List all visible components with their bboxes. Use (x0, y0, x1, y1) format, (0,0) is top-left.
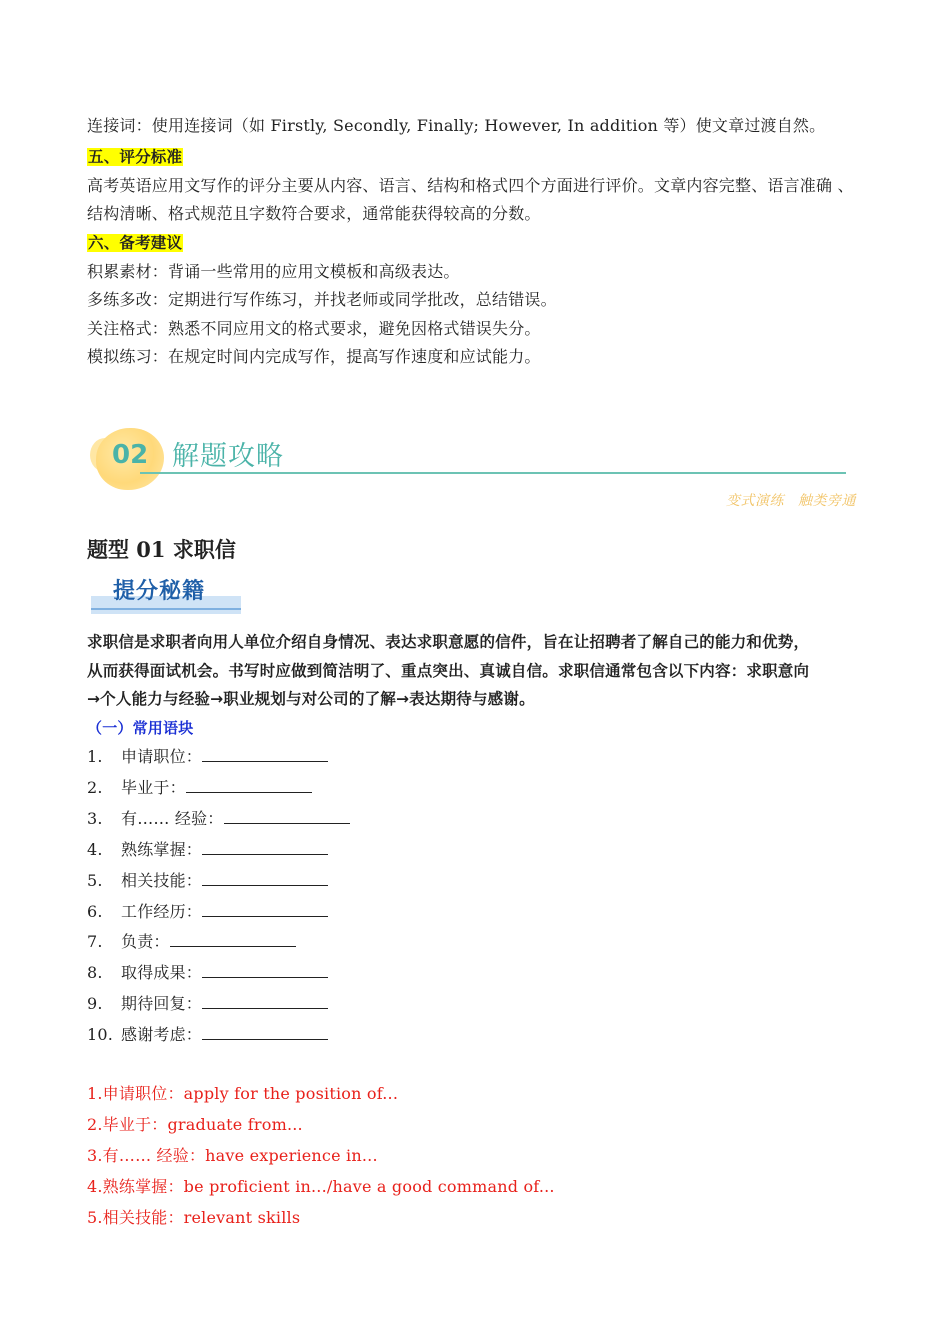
fill-blank[interactable] (202, 871, 328, 886)
blank-item (87, 809, 350, 829)
blank-item (87, 902, 328, 922)
section6-item: 模拟练习：在规定时间内完成写作，提高写作速度和应试能力。 (87, 347, 541, 366)
blank-item (87, 778, 312, 798)
blank-label: 熟练掌握： (121, 840, 203, 859)
section-banner (90, 418, 860, 518)
fill-blank[interactable] (202, 963, 328, 978)
banner-number: 02 (112, 440, 149, 470)
section5-para-line2: 结构清晰、格式规范且字数符合要求，通常能获得较高的分数。 (87, 204, 541, 223)
blank-item (87, 747, 328, 767)
blank-item (87, 1025, 328, 1045)
answer-line: 4.熟练掌握：be proficient in.../have a good command of... (87, 1177, 555, 1196)
section6-heading-text: 六、备考建议 (88, 234, 183, 252)
fill-blank[interactable] (186, 778, 312, 793)
banner-divider (140, 472, 846, 474)
blank-item (87, 871, 328, 891)
blank-label: 负责： (121, 932, 170, 951)
answer-line: 1.申请职位：apply for the position of... (87, 1084, 399, 1103)
blank-number: 7. (87, 932, 103, 951)
fill-blank[interactable] (202, 994, 328, 1009)
blank-number: 6. (87, 902, 103, 921)
blank-number: 4. (87, 840, 103, 859)
blank-label: 期待回复： (121, 994, 203, 1013)
blank-number: 5. (87, 871, 103, 890)
banner-subtitle-2: 触类旁通 (798, 493, 856, 509)
fill-blank[interactable] (202, 840, 328, 855)
answer-line: 3.有…… 经验：have experience in... (87, 1146, 378, 1165)
blank-label: 取得成果： (121, 963, 203, 982)
answer-line: 2.毕业于：graduate from... (87, 1115, 303, 1134)
tag-underline (91, 608, 241, 610)
phrases-subheading: （一）常用语块 (87, 719, 194, 737)
section6-item: 积累素材：背诵一些常用的应用文模板和高级表达。 (87, 262, 460, 281)
desc-line1: 求职信是求职者向用人单位介绍自身情况、表达求职意愿的信件，旨在让招聘者了解自己的能力和优势， (87, 633, 810, 651)
blank-label: 毕业于： (121, 778, 186, 797)
section5-heading-text: 五、评分标准 (88, 148, 183, 166)
blank-number: 9. (87, 994, 103, 1013)
banner-subtitle (712, 490, 856, 510)
blank-label: 工作经历： (121, 902, 203, 921)
blank-item (87, 994, 328, 1014)
section6-item: 多练多改：定期进行写作练习，并找老师或同学批改，总结错误。 (87, 290, 557, 309)
blank-item (87, 932, 296, 952)
desc-line3: →个人能力与经验→职业规划与对公司的了解→表达期待与感谢。 (87, 690, 535, 708)
blank-label: 感谢考虑： (121, 1025, 203, 1044)
fill-blank[interactable] (202, 1025, 328, 1040)
fill-blank[interactable] (224, 809, 350, 824)
blank-label: 申请职位： (121, 747, 203, 766)
banner-subtitle-1: 变式演练 (726, 493, 784, 509)
tips-tag (91, 572, 241, 614)
blank-number: 3. (87, 809, 103, 828)
section5-heading (87, 147, 183, 167)
banner-title: 解题攻略 (172, 441, 284, 472)
section6-heading (87, 233, 183, 253)
desc-line2: 从而获得面试机会。书写时应做到简洁明了、重点突出、真诚自信。求职信通常包含以下内容：求职意向 (87, 662, 810, 680)
fill-blank[interactable] (170, 932, 296, 947)
blank-item (87, 963, 328, 983)
blank-number: 10. (87, 1025, 114, 1044)
fill-blank[interactable] (202, 747, 328, 762)
section6-item: 关注格式：熟悉不同应用文的格式要求，避免因格式错误失分。 (87, 319, 541, 338)
blank-number: 2. (87, 778, 103, 797)
blank-label: 有…… 经验： (121, 809, 224, 828)
blank-number: 1. (87, 747, 103, 766)
connectors-line: 连接词：使用连接词（如 Firstly, Secondly, Finally; However, In addition 等）使文章过渡自然。 (87, 116, 826, 135)
type01-heading: 题型 01 求职信 (87, 537, 236, 562)
tag-text: 提分秘籍 (113, 579, 206, 604)
blank-number: 8. (87, 963, 103, 982)
fill-blank[interactable] (202, 902, 328, 917)
blank-item (87, 840, 328, 860)
blank-label: 相关技能： (121, 871, 203, 890)
answer-line: 5.相关技能：relevant skills (87, 1208, 301, 1227)
section5-para-line1: 高考英语应用文写作的评分主要从内容、语言、结构和格式四个方面进行评价。文章内容完整、语言准确 、 (87, 176, 854, 195)
